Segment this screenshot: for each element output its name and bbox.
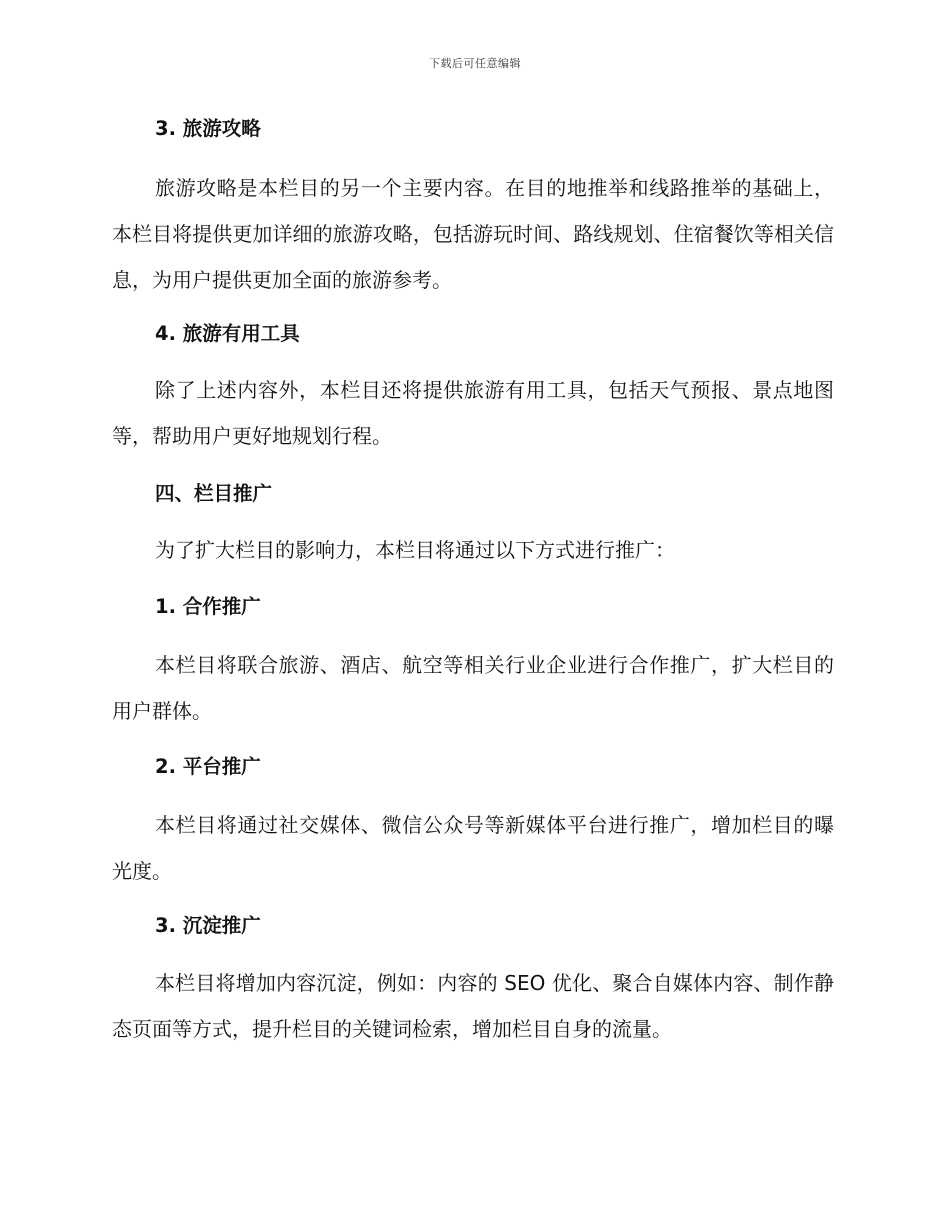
- paragraph-text: 本栏目将联合旅游、酒店、航空等相关行业企业进行合作推广，扩大栏目的用户群体。: [112, 653, 834, 723]
- paragraph-text: 本栏目将通过社交媒体、微信公众号等新媒体平台进行推广，增加栏目的曝光度。: [112, 813, 834, 883]
- section-heading-promotion: 四、栏目推广: [155, 482, 273, 505]
- paragraph-text: 为了扩大栏目的影响力，本栏目将通过以下方式进行推广：: [155, 538, 675, 562]
- paragraph-text: 除了上述内容外，本栏目还将提供旅游有用工具，包括天气预报、景点地图等，帮助用户更好地规划行程。: [112, 378, 834, 448]
- section-heading-travel-guide: 3. 旅游攻略: [155, 117, 261, 140]
- section-paragraph-cooperation: [112, 642, 834, 734]
- section-paragraph-content: [112, 960, 834, 1052]
- section-paragraph-travel-tools: [112, 367, 834, 459]
- section-heading-content: 3. 沉淀推广: [155, 914, 261, 937]
- page-header: 下载后可任意编辑: [429, 57, 521, 70]
- paragraph-text: 旅游攻略是本栏目的另一个主要内容。在目的地推举和线路推举的基础上，本栏目将提供更加详细的旅游攻略，包括游玩时间、路线规划、住宿餐饮等相关信息，为用户提供更加全面的旅游参考。: [112, 176, 834, 292]
- section-paragraph-travel-guide: [112, 165, 834, 303]
- section-paragraph-promotion: [112, 527, 834, 573]
- paragraph-text: 本栏目将增加内容沉淀，例如：内容的 SEO 优化、聚合自媒体内容、制作静态页面等方式，提升栏目的关键词检索，增加栏目自身的流量。: [112, 971, 834, 1041]
- section-heading-cooperation: 1. 合作推广: [155, 595, 261, 618]
- section-heading-platform: 2. 平台推广: [155, 755, 261, 778]
- section-heading-travel-tools: 4. 旅游有用工具: [155, 322, 300, 345]
- section-paragraph-platform: [112, 802, 834, 894]
